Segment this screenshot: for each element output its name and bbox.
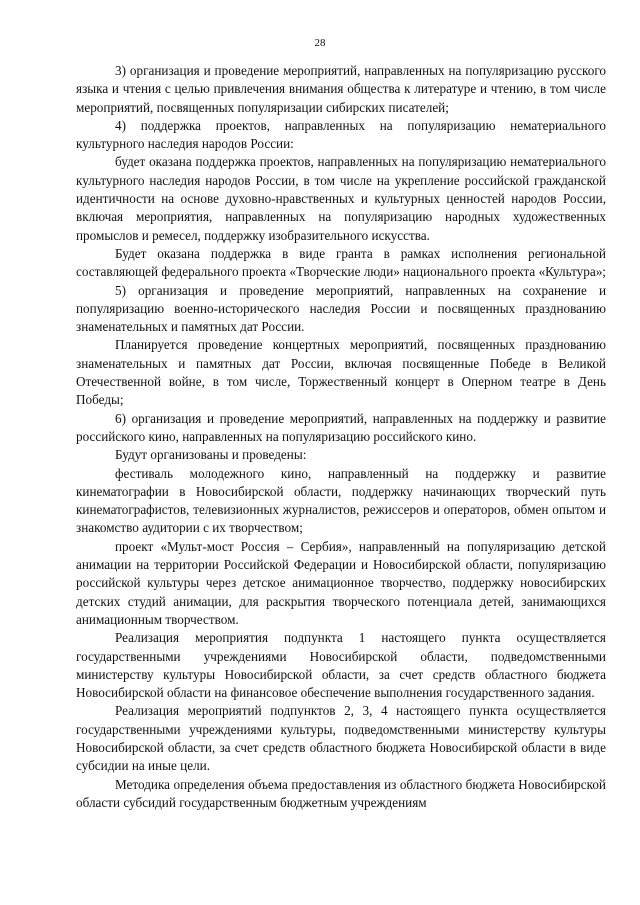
paragraph-concerts: Планируется проведение концертных мероприятий, посвященных празднованию знаменательных и памятных дат России, включая посвященные Победе в Великой Отечественной войне, в том числе, Торжественный концерт в Оперном театре в День Победы; — [76, 337, 606, 408]
paragraph-grant-support: Будет оказана поддержка в виде гранта в рамках исполнения региональной составляющей федерального проекта «Творческие люди» национального проекта «Культура»; — [76, 245, 606, 280]
paragraph-item-3: 3) организация и проведение мероприятий, направленных на популяризацию русского языка и чтения с целью привлечения внимания общества к литературе и чтению, в том числе мероприятий, посвященных популяризации сибирских писателей; — [76, 63, 606, 115]
paragraph-methodology: Методика определения объема предоставления из областного бюджета Новосибирской области субсидий государственным бюджетным учреждениям — [76, 776, 606, 810]
paragraph-implementation-2-4: Реализация мероприятий подпунктов 2, 3, 4 настоящего пункта осуществляется государственными учреждениями культуры, подведомственными министерству культуры Новосибирской области, за счет средств областного бюджета Новосибирской области в виде субсидии на иные цели. — [76, 703, 606, 774]
document-body — [76, 62, 606, 812]
paragraph-film-festival: фестиваль молодежного кино, направленный на поддержку и развитие кинематографии в Новосибирской области, поддержку начинающих творческий путь кинематографистов, телевизионных журналистов, режиссеров и операторов, обмен опытом и знакомство аудитории с их творчеством; — [76, 465, 606, 536]
paragraph-item-4-detail: будет оказана поддержка проектов, направленных на популяризацию нематериального культурного наследия народов России, в том числе на укрепление российской гражданской идентичности на основе духовно-нравственных и культурных ценностей народов России, включая мероприятия, направленных на популяризацию народных художественных промыслов и ремесел, поддержку изобразительного искусства. — [76, 154, 606, 243]
paragraph-mult-most-project: проект «Мульт-мост Россия – Сербия», направленный на популяризацию детской анимации на территории Российской Федерации и Новосибирской области, популяризацию российской культуры через детское анимационное творчество, поддержку новосибирских детских студий анимации, для раскрытия творческого потенциала детей, занимающихся анимационным творчеством. — [76, 538, 606, 627]
paragraph-implementation-1: Реализация мероприятия подпункта 1 настоящего пункта осуществляется государственными учреждениями Новосибирской области, подведомственными министерству культуры Новосибирской области, за счет средств областного бюджета Новосибирской области на финансовое обеспечение выполнения государственного задания. — [76, 630, 606, 701]
paragraph-item-6: 6) организация и проведение мероприятий, направленных на поддержку и развитие российского кино, направленных на популяризацию российского кино. — [76, 410, 606, 444]
page-number: 28 — [314, 37, 326, 49]
paragraph-item-4: 4) поддержка проектов, направленных на популяризацию нематериального культурного наследия народов России: — [76, 117, 606, 152]
paragraph-item-5: 5) организация и проведение мероприятий, направленных на сохранение и популяризацию военно-исторического наследия России и посвященных празднованию знаменательных и памятных дат России. — [76, 282, 606, 335]
paragraph-will-be-held: Будут организованы и проведены: — [115, 447, 307, 463]
